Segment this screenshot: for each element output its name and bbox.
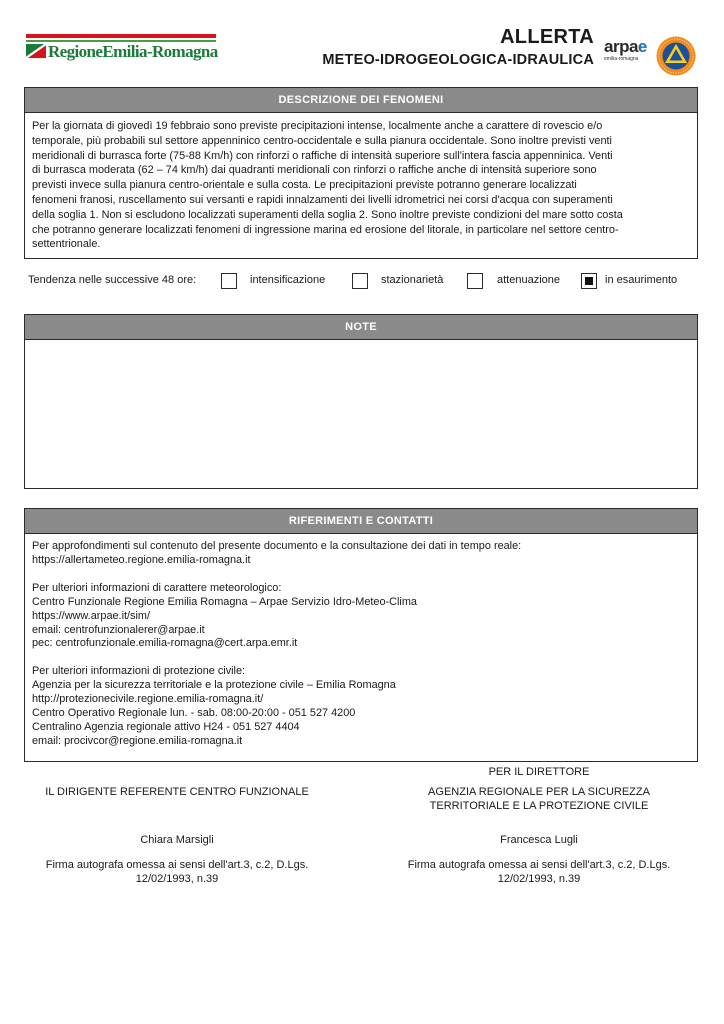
- arpae-logo-text: arpae: [604, 37, 647, 56]
- right-signatory-name: Francesca Lugli: [500, 834, 578, 846]
- logo-text: RegioneEmilia-Romagna: [48, 42, 218, 61]
- checkbox-attenuazione[interactable]: [467, 273, 483, 289]
- regione-logo: [26, 34, 218, 62]
- protezione-civile-link[interactable]: http://protezionecivile.regione.emilia-romagna.it/: [32, 693, 264, 706]
- contacts-text: [25, 534, 697, 749]
- procivcor-email[interactable]: email: procivcor@regione.emilia-romagna.it: [32, 734, 243, 747]
- descrizione-line: Per la giornata di giovedì 19 febbraio sono previste precipitazioni intense, localmente anche a carattere di rovescio e/o: [32, 120, 603, 132]
- allertameteo-link[interactable]: https://allertameteo.regione.emilia-romagna.it: [32, 553, 251, 566]
- option-label: in esaurimento: [605, 274, 678, 286]
- right-signatory-title: AGENZIA REGIONALE PER LA SICUREZZA: [428, 786, 650, 798]
- checkbox-stazionarieta[interactable]: [352, 273, 368, 289]
- contact-line: Per ulteriori informazioni di protezione civile:: [32, 665, 246, 678]
- descrizione-line: meridionali di burrasca forte (75-88 Km/h) con rinforzi o raffiche di intensità superiore sull'intera fascia appenninica. Venti: [32, 149, 613, 162]
- contact-line: Centralino Agenzia regionale attivo H24 - 051 527 4404: [32, 720, 300, 733]
- descrizione-line: che potranno generare localizzati fenomeni di ingressione marina ed erosione del litorale, in particolare nel settore centro-: [32, 223, 619, 236]
- descrizione-line: previsti invece sulla pianura centro-orientale e sulla costa. Le precipitazioni previste potranno generare localizzati: [32, 179, 577, 192]
- option-label: attenuazione: [497, 274, 560, 286]
- descrizione-line: temporale, più probabili sul settore appenninico centro-occidentale e sulla pianura occidentale. Sono inoltre previsti venti: [32, 134, 612, 147]
- protezione-civile-logo-icon: [656, 36, 696, 76]
- arpae-logo: [604, 38, 654, 62]
- descrizione-line: fenomeni franosi, ruscellamento sui versanti e rapidi innalzamenti dei livelli idrometrici nei corsi d'acqua con superamenti: [32, 193, 613, 206]
- descrizione-section: [24, 87, 698, 259]
- tendenza-row: [0, 271, 724, 293]
- left-signatory-title: IL DIRIGENTE REFERENTE CENTRO FUNZIONALE: [45, 786, 309, 798]
- checkbox-intensificazione[interactable]: [221, 273, 237, 289]
- tendenza-label: Tendenza nelle successive 48 ore:: [28, 274, 197, 286]
- contact-line: Per approfondimenti sul contenuto del presente documento e la consultazione dei dati in tempo reale:: [32, 540, 522, 552]
- option-label: intensificazione: [250, 274, 326, 286]
- note-section: [24, 314, 698, 489]
- contact-line: Centro Funzionale Regione Emilia Romagna – Arpae Servizio Idro-Meteo-Clima: [32, 595, 417, 608]
- note-heading: NOTE: [25, 315, 697, 340]
- right-signature-note: Firma autografa omessa ai sensi dell'art.3, c.2, D.Lgs.: [407, 859, 671, 871]
- regione-flag-icon: [26, 44, 46, 58]
- logo-red-stripe: [26, 34, 216, 38]
- centro-funzionale-email[interactable]: email: centrofunzionalerer@arpae.it: [32, 623, 205, 636]
- doc-subtitle: METEO-IDROGEOLOGICA-IDRAULICA: [322, 52, 594, 68]
- riferimenti-section: [24, 508, 698, 762]
- contact-line: Per ulteriori informazioni di carattere meteorologico:: [32, 581, 282, 594]
- right-signature-note-2: 12/02/1993, n.39: [497, 873, 581, 885]
- doc-title: ALLERTA: [500, 26, 594, 48]
- right-signatory-title-2: TERRITORIALE E LA PROTEZIONE CIVILE: [429, 800, 649, 812]
- descrizione-line: settentrionale.: [32, 238, 101, 251]
- contact-line: Agenzia per la sicurezza territoriale e la protezione civile – Emilia Romagna: [32, 679, 396, 692]
- checkbox-in-esaurimento[interactable]: [581, 273, 597, 289]
- arpae-logo-subtext: emilia-romagna: [604, 56, 639, 62]
- option-label: stazionarietà: [381, 274, 444, 286]
- centro-funzionale-pec[interactable]: pec: centrofunzionale.emilia-romagna@cert.arpa.emr.it: [32, 637, 298, 650]
- right-signatory-pre: PER IL DIRETTORE: [488, 766, 590, 778]
- contact-line: Centro Operativo Regionale lun. - sab. 08:00-20:00 - 051 527 4200: [32, 707, 356, 720]
- left-signatory-name: Chiara Marsigli: [140, 834, 214, 846]
- left-signature-note: Firma autografa omessa ai sensi dell'art.3, c.2, D.Lgs.: [45, 859, 309, 871]
- descrizione-line: della soglia 1. Non si escludono localizzati superamenti della soglia 2. Sono inoltre previste condizioni del mare sotto costa: [32, 208, 623, 221]
- descrizione-text: [25, 113, 697, 252]
- left-signature-note-2: 12/02/1993, n.39: [135, 873, 219, 885]
- riferimenti-heading: RIFERIMENTI E CONTATTI: [25, 509, 697, 534]
- descrizione-line: di burrasca moderata (62 – 74 km/h) dai quadranti meridionali con rinforzi o raffiche anche di intensità superiore sono: [32, 164, 597, 177]
- arpae-sim-link[interactable]: https://www.arpae.it/sim/: [32, 609, 151, 622]
- descrizione-heading: DESCRIZIONE DEI FENOMENI: [25, 88, 697, 113]
